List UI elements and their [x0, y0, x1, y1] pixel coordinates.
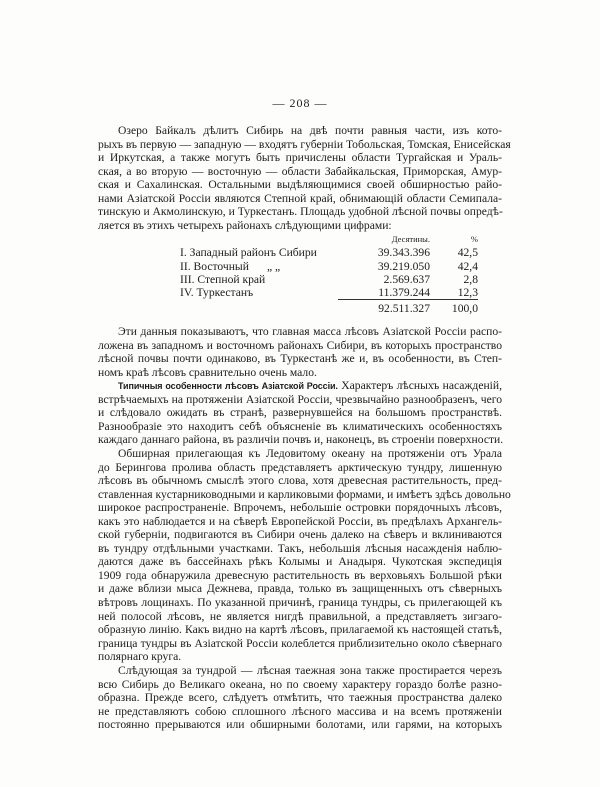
paragraph4-line: полярнаго круга.: [98, 650, 182, 664]
paragraph4-line: ставленная кустарниководными и карликовыми формами, и имѣетъ здѣсь довольно: [98, 487, 511, 501]
row-area: 2.569.637: [383, 272, 430, 286]
paragraph1-line: нами Азіатской Россіи являются Степной край, обнимающій области Семипала-: [98, 191, 502, 205]
row-percent: 12,3: [457, 286, 478, 300]
paragraph1-line: ская и Сахалинская. Остальными выдѣляющимися своей обширностью райо-: [98, 178, 502, 192]
paragraph3-line: каждаго даннаго района, въ различіи почвъ и, наконецъ, въ строеніи поверхности.: [98, 433, 504, 447]
paragraph5-line: всю Сибирь до Великаго океана, но по своему характеру гораздо болѣе разно-: [98, 677, 502, 691]
row-label: I. Западный районъ Сибири: [180, 246, 317, 260]
row-area: 39.343.396: [377, 246, 430, 260]
paragraph-3: [98, 379, 502, 447]
paragraph4-line: Обширная прилегающая къ Ледовитому океану на протяженіи отъ Урала: [118, 447, 502, 460]
paragraph-2: [98, 325, 502, 379]
table-header-row: [180, 233, 478, 246]
row-label: III. Степной край: [180, 272, 266, 286]
row-percent: 42,5: [457, 246, 478, 260]
section-heading: Типичныя особенности лѣсовъ Азіатской Россіи.: [118, 381, 338, 391]
paragraph1-line: Озеро Байкалъ дѣлитъ Сибирь на двѣ почти равныя части, изъ кото-: [118, 124, 502, 137]
paragraph2-line: лѣсной почвы почти одинаково, въ Туркестанѣ же и, въ особенности, въ Степ-: [98, 352, 502, 366]
paragraph1-line: тинскую и Акмолинскую, и Туркестанъ. Площадь удобной лѣсной почвы опредѣ-: [98, 205, 503, 219]
row-label: IV. Туркестанъ: [180, 286, 254, 300]
paragraph4-line: какъ это наблюдается и на сѣверѣ Европейской Россіи, въ предѣлахъ Архангель-: [98, 514, 502, 528]
paragraph4-line: вѣтровъ лощинахъ. По указанной причинѣ, граница тундры, съ прилегающей къ: [98, 596, 502, 610]
paragraph-3-text: Характеръ лѣсныхъ насажденій,: [341, 379, 502, 392]
paragraph5-line: постоянно прерываются или обширными болотами, или гарями, на которыхъ: [98, 718, 502, 732]
paragraph-5: [98, 664, 502, 732]
row-percent: 42,4: [457, 259, 478, 273]
table-row: [180, 286, 478, 300]
page-number: — 208 —: [272, 96, 328, 110]
table-row: [180, 260, 478, 273]
paragraph4-line: ской губерніи, подвигаются въ Сибири очень далеко на сѣверъ и вклиниваются: [98, 528, 502, 542]
paragraph-1: [98, 124, 511, 232]
paragraph4-line: ней полосой лѣсовъ, не является нигдѣ правильной, а представляетъ зигзаго-: [98, 609, 502, 623]
table-total-row: [180, 300, 478, 316]
paragraph4-line: образную линію. Какъ видно на картѣ лѣсовъ, прилагаемой къ настоящей статьѣ,: [98, 623, 502, 637]
paragraph1-line: ская, а во вторую — восточную — области Забайкальская, Приморская, Амур-: [98, 164, 502, 178]
table-row: [180, 246, 478, 259]
row-percent: 2,8: [463, 272, 478, 286]
header-percent: %: [470, 234, 478, 244]
table-row: [180, 273, 478, 286]
paragraph4-line: 1909 года обнаружила древесную растительность въ верховьяхъ Большой рѣки: [98, 568, 502, 582]
paragraph5-line: Слѣдующая за тундрой — лѣсная таежная зона также простирается черезъ: [118, 664, 502, 677]
paragraph4-line: даются даже въ бассейнахъ рѣкъ Колымы и Анадыря. Чукотская экспедиція: [98, 555, 502, 569]
paragraph2-line: Эти данныя показываютъ, что главная масса лѣсовъ Азіатской Россіи распо-: [118, 325, 502, 338]
total-area: 92.511.327: [338, 300, 430, 316]
paragraph4-line: лѣсовъ въ обычномъ смыслѣ этого слова, хотя древесная растительность, пред-: [98, 474, 502, 488]
row-label: II. Восточный: [180, 259, 249, 273]
paragraph5-line: не представляютъ собою сплошного лѣсного массива и на всемъ протяженіи: [98, 704, 502, 718]
paragraph5-line: образна. Прежде всего, слѣдуетъ отмѣтить, что таежныя пространства далеко: [98, 691, 502, 705]
paragraph-3-line: [98, 379, 502, 393]
paragraph1-line: ляется въ этихъ четырехъ районахъ слѣдующими цифрами:: [98, 218, 392, 232]
paragraph1-line: рыхъ въ первую — западную — входятъ губерніи Тобольская, Томская, Енисейская: [98, 137, 511, 151]
paragraph4-line: до Берингова пролива область представляетъ арктическую тундру, лишенную: [98, 460, 502, 474]
row-area: 39.219.050: [377, 259, 430, 273]
paragraph4-line: широкое распространеніе. Впрочемъ, небольшіе островки порядочныхъ лѣсовъ,: [98, 501, 502, 515]
row-area: 11.379.244: [378, 286, 430, 300]
total-percent: 100,0: [430, 300, 478, 316]
paragraph4-line: въ тундру отдѣльными участками. Такъ, небольшія лѣсныя насажденія наблю-: [98, 541, 502, 555]
paragraph-4: [98, 447, 511, 664]
paragraph4-line: и даже вблизи мыса Дежнева, правда, только въ защищенныхъ отъ сѣверныхъ: [98, 582, 502, 596]
paragraph3-line: и слѣдовало ожидать въ странѣ, развернувшейся на большомъ пространствѣ.: [98, 406, 502, 420]
ditto-marks: „ „: [266, 259, 281, 273]
paragraph2-line: ложена въ западномъ и восточномъ районахъ Сибири, въ которыхъ пространство: [98, 338, 502, 352]
paragraph1-line: и Иркутская, а также могутъ быть причислены области Тургайская и Ураль-: [98, 151, 502, 165]
paragraph2-line: номъ краѣ лѣсовъ сравнительно очень мало.: [98, 365, 317, 379]
paragraph3-line: Разнообразіе это находитъ себѣ объясненіе въ климатическихъ особенностяхъ: [98, 419, 502, 433]
paragraph3-line: встрѣчаемыхъ на протяженіи Азіатской Россіи, чрезвычайно разнообразенъ, чего: [98, 392, 502, 406]
paragraph4-line: граница тундры въ Азіатской Россіи колеблется приблизительно около сѣвернаго: [98, 636, 502, 650]
forest-area-table: [180, 233, 478, 316]
header-area: Десятины.: [391, 234, 430, 244]
